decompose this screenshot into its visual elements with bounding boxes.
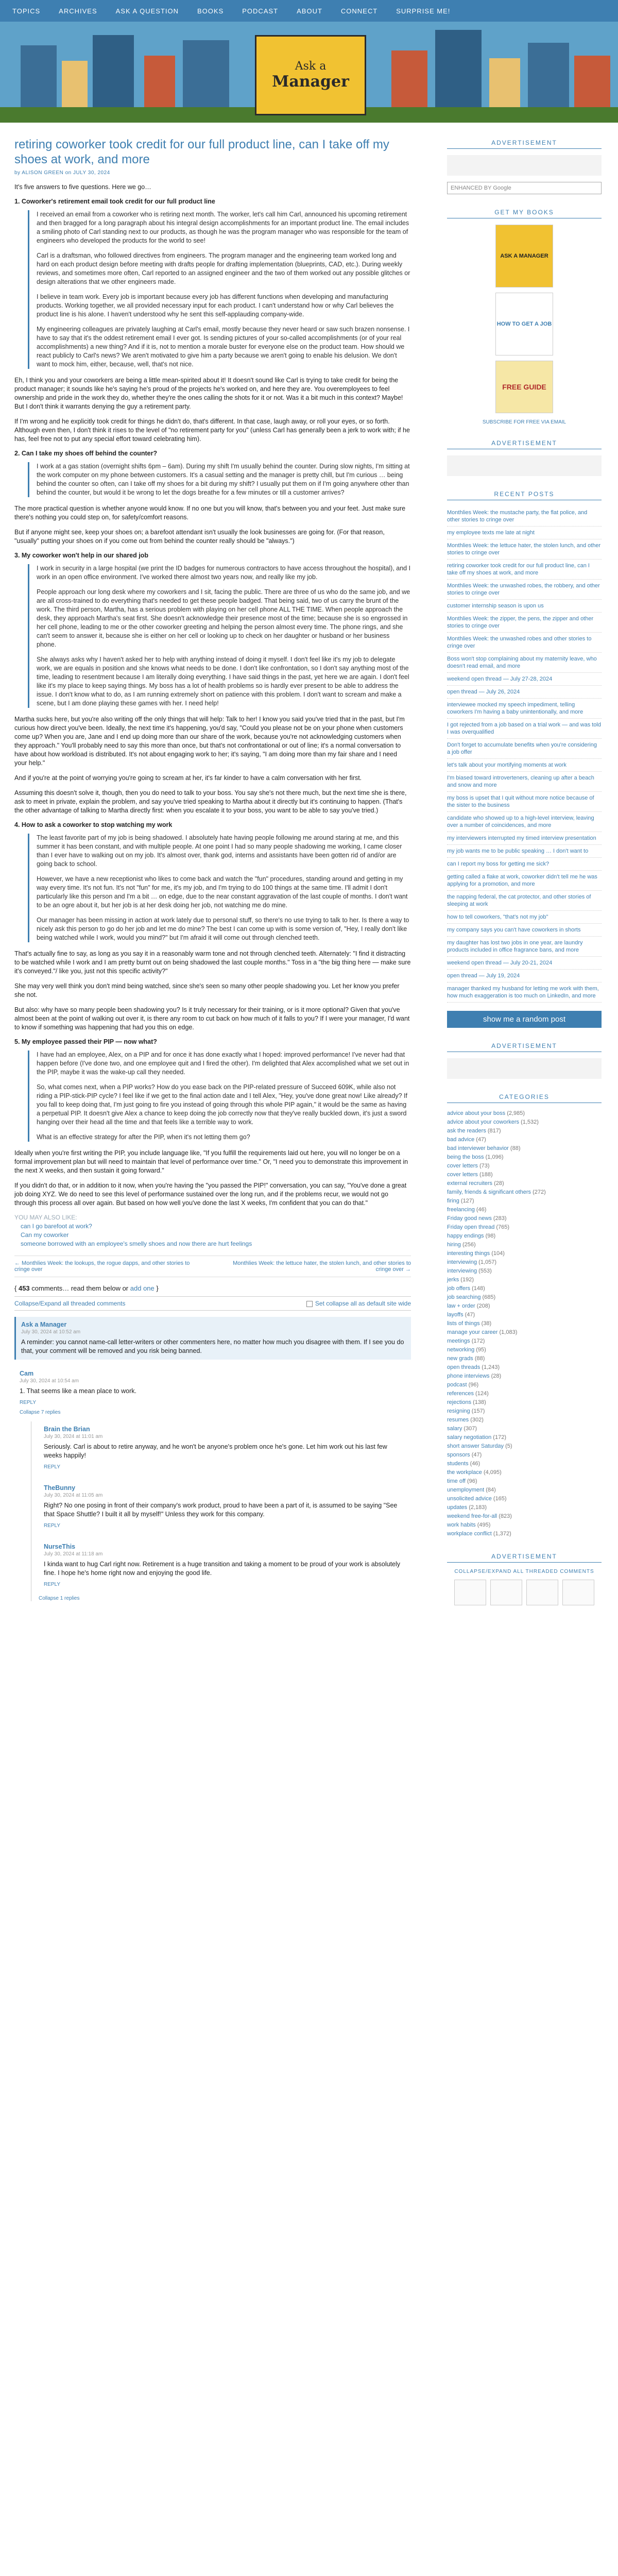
subscribe-link[interactable]: SUBSCRIBE FOR FREE VIA EMAIL bbox=[482, 419, 566, 425]
category-link[interactable]: weekend free-for-all (823) bbox=[447, 1513, 512, 1519]
category-link[interactable]: cover letters (73) bbox=[447, 1163, 490, 1169]
recent-post-link[interactable]: my boss is upset that I quit without more notice because of the sister to the business bbox=[447, 792, 602, 812]
categories-list bbox=[447, 1109, 602, 1538]
nav-about[interactable]: ABOUT bbox=[297, 7, 322, 15]
question-heading: 3. My coworker won't help in our shared job bbox=[14, 552, 148, 559]
reply-link[interactable]: REPLY bbox=[44, 1464, 61, 1470]
site-banner[interactable] bbox=[0, 22, 618, 123]
comment-count-bar: { 453 comments… read them below or add one } bbox=[14, 1284, 159, 1292]
category-link[interactable]: advice about your coworkers (1,532) bbox=[447, 1119, 539, 1125]
category-link[interactable]: layoffs (47) bbox=[447, 1312, 475, 1318]
collapse-all-link[interactable]: Collapse/Expand all threaded comments bbox=[14, 1300, 126, 1307]
recent-post-link[interactable]: my job wants me to be public speaking … I don't want to bbox=[447, 845, 602, 858]
comment-date: July 30, 2024 at 11:18 am bbox=[44, 1551, 103, 1557]
recent-post-link[interactable]: the napping federal, the cat protector, and other stories of sleeping at work bbox=[447, 891, 602, 911]
recent-post-link[interactable]: weekend open thread — July 20-21, 2024 bbox=[447, 957, 602, 970]
answer-paragraph: But if anyone might see, keep your shoes on; a barefoot attendant isn't usually the look businesses are going for. (For that reason, "usually" putting your shoes on if you come out from behind the counter really should be "always.") bbox=[14, 529, 385, 545]
checkbox-icon[interactable] bbox=[306, 1301, 313, 1307]
comment-text: 1. That seems like a mean place to work. bbox=[20, 1387, 136, 1395]
recent-post-link[interactable]: how to tell coworkers, "that's not my job" bbox=[447, 911, 602, 924]
comment-text: I kinda want to hug Carl right now. Retirement is a huge transition and taking a moment to be proud of your work is absolutely fine. I hope he's home right now and enjoying the good life. bbox=[44, 1561, 401, 1577]
post-navigation bbox=[14, 1256, 411, 1277]
question-heading: 4. How to ask a coworker to stop watching my work bbox=[14, 821, 173, 828]
comment-author: Cam bbox=[20, 1370, 34, 1377]
category-link[interactable]: freelancing (46) bbox=[447, 1207, 487, 1213]
add-comment-link[interactable]: add one bbox=[130, 1284, 154, 1292]
comment bbox=[14, 1366, 411, 1605]
category-link[interactable]: resigning (157) bbox=[447, 1408, 485, 1414]
category-link[interactable]: Friday good news (283) bbox=[447, 1215, 507, 1222]
sidebar bbox=[447, 133, 602, 1605]
category-link[interactable]: advice about your boss (2,985) bbox=[447, 1110, 525, 1116]
category-link[interactable]: job offers (148) bbox=[447, 1285, 485, 1292]
category-link[interactable]: interesting things (104) bbox=[447, 1250, 505, 1257]
category-link[interactable]: manage your career (1,083) bbox=[447, 1329, 518, 1335]
answer-paragraph: If you didn't do that, or in addition to it now, when you're having the "you passed the PIP!" conversation, you can say, "You've done a great job doing XYZ. We do need to see this level of performance sustained over the long run, and if the problems recur, we would not go through this process all over again. But based on how well you've done the last X weeks, I'm confident that you can do that." bbox=[14, 1182, 407, 1207]
books-heading: GET MY BOOKS bbox=[447, 209, 602, 218]
site-logo[interactable]: Ask a Manager bbox=[255, 35, 366, 115]
comment-text: A reminder: you cannot name-call letter-writers or other commenters here, no matter how much you disagree with them. If I see you do that, your comment will be removed and you risk being banned. bbox=[21, 1338, 404, 1354]
answer-paragraph: If I'm wrong and he explicitly took credit for things he didn't do, that's different. In that case, laugh away, or roll your eyes, or so forth. Although even then, I don't think it rises to the level of "no retirement party for you" (unless Carl has generally been a jerk to work with; if he has, feel free not to put any special effort toward celebrating him). bbox=[14, 418, 410, 443]
category-link[interactable]: interviewing (1,057) bbox=[447, 1259, 497, 1265]
you-may-also-like: YOU MAY ALSO LIKE: can I go barefoot at work? Can my coworker someone borrowed with an employee's smelly shoes and now there are hurt feelings bbox=[14, 1214, 411, 1247]
category-link[interactable]: sponsors (47) bbox=[447, 1452, 482, 1458]
comment-date: July 30, 2024 at 11:01 am bbox=[44, 1434, 103, 1439]
comment bbox=[39, 1480, 406, 1533]
ad-heading: ADVERTISEMENT bbox=[447, 1553, 602, 1563]
category-link[interactable]: ask the readers (817) bbox=[447, 1128, 501, 1134]
recent-post-link[interactable]: I got rejected from a job based on a trial work — and was told I was overqualified bbox=[447, 719, 602, 739]
category-link[interactable]: law + order (208) bbox=[447, 1303, 490, 1309]
category-link[interactable]: networking (95) bbox=[447, 1347, 486, 1353]
category-link[interactable]: students (46) bbox=[447, 1461, 480, 1467]
category-link[interactable]: being the boss (1,096) bbox=[447, 1154, 504, 1160]
category-link[interactable]: external recruiters (28) bbox=[447, 1180, 504, 1187]
recent-post-link[interactable]: my daughter has lost two jobs in one year, are laundry products included in office fragrance bans, and more bbox=[447, 937, 602, 957]
comment-author: Ask a Manager bbox=[21, 1321, 67, 1328]
nav-ask-question[interactable]: ASK A QUESTION bbox=[115, 7, 179, 15]
answer-paragraph: That's actually fine to say, as long as you say it in a reasonably warm tone and not through clenched teeth. Alternately: "I find it distracting to be watched while I work and I am pretty burnt out on being shadowed the last couple months." Toss in a "the big thing here — make sure it's conveyed."/ like you, just not this specific activity?" bbox=[14, 950, 411, 975]
reply-link[interactable]: REPLY bbox=[44, 1582, 61, 1587]
category-link[interactable]: hiring (256) bbox=[447, 1242, 476, 1248]
question-heading: 1. Coworker's retirement email took credit for our full product line bbox=[14, 198, 215, 205]
comment-date: July 30, 2024 at 11:05 am bbox=[44, 1493, 103, 1498]
intro: It's five answers to five questions. Here we go… bbox=[14, 183, 151, 191]
related-link[interactable]: Can my coworker bbox=[21, 1231, 69, 1239]
recent-post-link[interactable]: retiring coworker took credit for our full product line, can I take off my shoes at work, and more bbox=[447, 560, 602, 580]
category-link[interactable]: podcast (96) bbox=[447, 1382, 479, 1388]
book-ask-a-manager[interactable]: ASK A MANAGER bbox=[495, 225, 553, 287]
category-link[interactable]: phone interviews (28) bbox=[447, 1373, 502, 1379]
comment bbox=[39, 1421, 406, 1474]
category-link[interactable]: bad interviewer behavior (88) bbox=[447, 1145, 521, 1151]
recent-post-link[interactable]: customer internship season is upon us bbox=[447, 600, 602, 613]
category-link[interactable]: workplace conflict (1,372) bbox=[447, 1531, 511, 1537]
recent-post-link[interactable]: my interviewers interrupted my timed interview presentation bbox=[447, 832, 602, 845]
category-link[interactable]: firing (127) bbox=[447, 1198, 474, 1204]
comment-author: Brain the Brian bbox=[44, 1426, 90, 1433]
category-link[interactable]: open threads (1,243) bbox=[447, 1364, 500, 1370]
nav-topics[interactable]: TOPICS bbox=[12, 7, 41, 15]
category-link[interactable]: time off (96) bbox=[447, 1478, 477, 1484]
question-heading: 2. Can I take my shoes off behind the counter? bbox=[14, 450, 158, 457]
comment-author: TheBunny bbox=[44, 1484, 76, 1492]
ad-placeholder bbox=[447, 455, 602, 476]
nav-archives[interactable]: ARCHIVES bbox=[59, 7, 97, 15]
recent-post-link[interactable]: Monthlies Week: the unwashed robes, the robbery, and other stories to cringe over bbox=[447, 580, 602, 600]
reply-link[interactable]: REPLY bbox=[20, 1400, 37, 1405]
comment bbox=[14, 1317, 411, 1360]
book-how-to-get-a-job[interactable]: HOW TO GET A JOB bbox=[495, 293, 553, 355]
letter-quote: I work in security in a large hospital (we print the ID badges for numerous contractors to have access throughout the hospital), and I work in an open office environment. I've worked there almost two years now, and really like my job. People approach our long desk where my coworkers and I sit, facing the public. There are three of us who do the same job, and we are all cross-trained to do everything that's needed to get these people badged. That being said, two of us carry the brunt of the work. The third person, Martha, has a serious problem with playing on her cell phone ALL THE TIME. When people approach the desk, they approach Martha's seat first. She doesn't acknowledge their presence most of the time; because she is so engrossed in her cell phone, leading to me or the other coworker greeting and helping the person almost every time. The phone rings, and she can't seem to answer it, because she is either on her cell or looking up to check on her daughter or husband or her business phone. She always asks why I haven't asked her to help with anything instead of doing it myself. I don't feel like it's my job to delegate work, we are equals in position and she knows what needs to be done. I don't like confrontation, so I don't say anything most of the time, leading to resentment because I am literally doing everything. I have said things in the past, yet here we are again. I don't feel like it's my place to keep saying things. My boss has a lot of health problems so is hardly ever present to be able to address the issue. I don't know what to do, as I am running extremely short on patience with this problem. I don't want to scream and make a scene, but I am done playing these games with her. I need help! bbox=[28, 564, 411, 708]
recent-post-link[interactable]: candidate who showed up to a high-level interview, leaving over a number of coincidences, and more bbox=[447, 812, 602, 832]
comment-text: Right? No one posing in front of their company's work product, proud to have been a part of it, is assumed to be saying "See that Space Shuttle? I built it all by myself!" Unless they work for this company. bbox=[44, 1502, 398, 1518]
nav-surprise[interactable]: SURPRISE ME! bbox=[396, 7, 451, 15]
category-link[interactable]: references (124) bbox=[447, 1391, 489, 1397]
recent-post-link[interactable]: Monthlies Week: the mustache party, the flat police, and other stories to cringe over bbox=[447, 506, 602, 527]
related-link[interactable]: someone borrowed with an employee's smelly shoes and now there are hurt feelings bbox=[21, 1240, 252, 1247]
category-link[interactable]: meetings (172) bbox=[447, 1338, 485, 1344]
recent-post-link[interactable]: Monthlies Week: the lettuce hater, the stolen lunch, and other stories to cringe over bbox=[447, 539, 602, 560]
article bbox=[14, 133, 411, 1605]
ad-heading: ADVERTISEMENT bbox=[447, 1042, 602, 1052]
category-link[interactable]: short answer Saturday (5) bbox=[447, 1443, 512, 1449]
answer-paragraph: Ideally when you're first writing the PIP, you include language like, "If you fulfill the requirements laid out here, you will no longer be on a formal improvement plan but will need to maintain that level of performance over time." Or, "I need you to demonstrate this improvement in the next X weeks, and then sustain it going forward." bbox=[14, 1149, 408, 1174]
prev-post-link[interactable]: ← Monthlies Week: the lookups, the rogue dapps, and other stories to cringe over bbox=[14, 1260, 190, 1273]
recent-post-link[interactable]: open thread — July 26, 2024 bbox=[447, 686, 602, 699]
answer-paragraph: Martha sucks here, but you're also writing off the only things that will help: Talk to her! I know you said you've tried that in the past, but I'm curious how direct you've been. Ideally, the next time it's happening, you'd say, "Could you please not be on your phone when customers come up? When you are, Jane and I end up doing more than our share of the work, because you're not acknowledging customers when they approach." You'll probably need to say this more than once, but that's not confrontational or out of line; it's a normal conversation to have about how workload is distributed. It's not about engaging work to her; it's saying, "I am doing more than my fair share and I need your help." bbox=[14, 716, 405, 767]
nav-connect[interactable]: CONNECT bbox=[340, 7, 378, 15]
ad-placeholder bbox=[447, 155, 602, 176]
comment-text: Seriously. Carl is about to retire anyway, and he won't be anyone's problem once he's gone. Let him work out his last few weeks happily! bbox=[44, 1443, 387, 1459]
recent-post-link[interactable]: Boss won't stop complaining about my maternity leave, who doesn't read email, and more bbox=[447, 653, 602, 673]
letter-quote: I received an email from a coworker who is retiring next month. The worker, let's call him Carl, announced his upcoming retirement and then bragged for a long paragraph about his integral design accomplishments for an important product line. The email includes a smiling photo of Carl standing next to our products, as though he was the program manager who was responsible for the team of engineers who developed the products for the world to see! Carl is a draftsman, who followed directives from engineers. The program manager and the engineering team worked long and hard on each product design before meeting with drafts people for drafting implementation (blueprints, CAD, etc.). During weekly reviews, and sometimes more often, Carl reported to an assigned engineer and the two of them worked out any possible glitches or design alterations that we other engineers made. I believe in team work. Every job is important because every job has different functions when developing and manufacturing products. Working together, we all provided necessary input for each product. I can't understand how or why Carl believes the product line is his alone. I haven't understood why he sent this self-applauding company-wide. My engineering colleagues are privately laughing at Carl's email, mostly because they never heard or saw such brazen nonsense. I have to say that it's the oddest retirement email I ever got. Is sending pictures of your so-called accomplishments (or of your real accomplishments) a new thing? And if it is, not to mention a morale buster for everyone else on the product team. How should we react publicly to Carl's news? We aren't motivated to give him a party because we aren't going to enable his delusion. We don't want to mock him, either, because, well, that's not nice. bbox=[28, 210, 411, 369]
recent-post-link[interactable]: my employee texts me late at night bbox=[447, 527, 602, 539]
comment-date: July 30, 2024 at 10:54 am bbox=[20, 1378, 79, 1384]
categories-heading: CATEGORIES bbox=[447, 1093, 602, 1103]
category-link[interactable]: updates (2,183) bbox=[447, 1504, 487, 1511]
comment-date: July 30, 2024 at 10:52 am bbox=[21, 1329, 81, 1335]
free-guide[interactable]: FREE GUIDE bbox=[495, 361, 553, 413]
recent-post-link[interactable]: weekend open thread — July 27-28, 2024 bbox=[447, 673, 602, 686]
answer-paragraph: And if you're at the point of worrying you're going to scream at her, it's far kinder to have a calm conversation with her first. bbox=[14, 774, 362, 782]
category-link[interactable]: interviewing (553) bbox=[447, 1268, 492, 1274]
answer-paragraph: The more practical question is whether anyone would know. If no one but you will know, that's between you and your feet. Just make sure there's nothing you could step on, for safety/comfort reasons. bbox=[14, 505, 406, 521]
category-link[interactable]: the workplace (4,095) bbox=[447, 1469, 502, 1476]
collapse-bar bbox=[14, 1296, 411, 1311]
search-input[interactable]: ENHANCED BY Google bbox=[447, 182, 602, 194]
comment bbox=[39, 1539, 406, 1591]
category-link[interactable]: salary negotiation (172) bbox=[447, 1434, 506, 1440]
question-heading: 5. My employee passed their PIP — now what? bbox=[14, 1038, 157, 1045]
recent-post-link[interactable]: my company says you can't have coworkers in shorts bbox=[447, 924, 602, 937]
recent-post-link[interactable]: manager thanked my husband for letting me work with them, how much exaggeration is too much on LinkedIn, and more bbox=[447, 982, 602, 1003]
category-link[interactable]: lists of things (38) bbox=[447, 1320, 492, 1327]
category-link[interactable]: job searching (685) bbox=[447, 1294, 496, 1300]
ad-placeholder bbox=[447, 1058, 602, 1079]
nav-podcast[interactable]: PODCAST bbox=[242, 7, 279, 15]
recent-post-link[interactable]: open thread — July 19, 2024 bbox=[447, 970, 602, 982]
answer-paragraph: Assuming this doesn't solve it, though, then you do need to talk to your boss. You say she's not there much, but the next time she is there, ask to meet in private, explain the problem, and say you've tried speaking to Martha about it directly but it's continuing to happen. (That's the other advantage of talking to Martha directly first: when you escalate it to your boss, you want to be able to say you've tried.) bbox=[14, 789, 407, 814]
nav-books[interactable]: BOOKS bbox=[197, 7, 224, 15]
byline: by ALISON GREEN on JULY 30, 2024 bbox=[14, 170, 110, 176]
category-link[interactable]: happy endings (98) bbox=[447, 1233, 496, 1239]
recent-post-link[interactable]: let's talk about your mortifying moments at work bbox=[447, 759, 602, 772]
ad-heading: ADVERTISEMENT bbox=[447, 439, 602, 449]
collapse-comments-heading: COLLAPSE/EXPAND ALL THREADED COMMENTS bbox=[454, 1569, 594, 1574]
ad-heading: ADVERTISEMENT bbox=[447, 139, 602, 149]
recent-posts-list bbox=[447, 506, 602, 1003]
answer-paragraph: But also: why have so many people been shadowing you? Is it truly necessary for their training, or is it more optional? Given that you've almost been at the point of walking out over it, is there any room to cut back on how much of it falls to you? If I were your manager, I'd want to know if something was happening that had you this on edge. bbox=[14, 1006, 410, 1031]
recent-post-link[interactable]: Monthlies Week: the zipper, the pens, the zipper and other stories to cringe over bbox=[447, 613, 602, 633]
letter-quote: The least favorite part of my job is being shadowed. I absolutely hate having people following me around staring at me, and this summer it has been constant, and with multiple people. At one point I had so many people shadowing me working, I came closer than I ever have to walking out on my job. It's almost over, thank god, interns and assistants have been gotten rid of and/or are going back to school. However, we have a new receptionist who likes to come back and watch the "fun" procedures, standing around and getting in my way every time. It's not fun. It's not "fun" for me, it's my job, and I'm trying to do 100 things at the same time. I'll admit I don't particularly like this person and I'm a bit … on edge, due to the near constant aggravation of the last couple of months. I don't want to be an ogre about it, but her job is at her desk doing her job, not watching me do mine. Our manager has been missing in action at work lately due to personal stuff, so there's no use trying to talk to her. Is there a way to nicely ask this person to go do her job and let me do mine? The best I can come up with is some version of, "Hey, I really don't like being watched while I work, would you mind?" but I'm afraid it will come out through clenched teeth. bbox=[28, 834, 411, 942]
recent-post-link[interactable]: Don't forget to accumulate benefits when you're considering a job offer bbox=[447, 739, 602, 759]
category-link[interactable]: unsolicited advice (165) bbox=[447, 1496, 507, 1502]
answer-paragraph: Eh, I think you and your coworkers are being a little mean-spirited about it! It doesn't sound like Carl is trying to take credit for being the product manager; it sounds like he's saying he's proud of the projects he's worked on, and here they are. You overemployees to feel ownership and pride in the work they do, whether they're the ones calling the shots for it or not. Was it a bit much in this context? Maybe! But I don't think it warrants denying the guy a retirement party. bbox=[14, 377, 403, 410]
random-post-button[interactable]: show me a random post bbox=[447, 1011, 602, 1028]
category-link[interactable]: bad advice (47) bbox=[447, 1137, 486, 1143]
ad-image[interactable] bbox=[526, 1580, 558, 1605]
category-link[interactable]: resumes (302) bbox=[447, 1417, 484, 1423]
ad-image[interactable] bbox=[562, 1580, 594, 1605]
category-link[interactable]: work habits (495) bbox=[447, 1522, 491, 1528]
recent-posts-heading: RECENT POSTS bbox=[447, 490, 602, 500]
category-link[interactable]: salary (307) bbox=[447, 1426, 477, 1432]
recent-post-link[interactable]: I'm biased toward introverteners, cleaning up after a beach and snow and more bbox=[447, 772, 602, 792]
letter-quote: I have had an employee, Alex, on a PIP and for once it has done exactly what I hoped: improved performance! I've never had that happen before (I've done two, and one employee quit and I fired the other). I'm delighted that Alex accomplished what we set out in the PIP, maybe it was the wake-up call they needed. So, what comes next, when a PIP works? How do you ease back on the PIP-related pressure of Succeed 609K, while also not riding a PIP-stick-PIP cycle? I feel like if we get to the final action date and I tell Alex, "Hey, you've done great now! Like already? If you fall to keep doing that, I'm just going to fire you instead of going through this whole PIP again," it would be the same as having a perpetual PIP. It doesn't give Alex a chance to keep doing the job correctly now that they've really buckled down, it's just a sword hanging over their head all the time and that feels like a terrible way to work. What is an effective strategy for after the PIP, when it's not letting them go? bbox=[28, 1050, 411, 1142]
category-link[interactable]: family, friends & significant others (272) bbox=[447, 1189, 546, 1195]
collapse-default-toggle[interactable]: Set collapse all as default site wide bbox=[306, 1300, 411, 1307]
collapse-replies-link[interactable]: Collapse 7 replies bbox=[20, 1410, 61, 1415]
category-link[interactable]: new grads (88) bbox=[447, 1355, 485, 1362]
post-title: retiring coworker took credit for our full product line, can I take off my shoes at work, and more bbox=[14, 138, 389, 166]
recent-post-link[interactable]: Monthlies Week: the unwashed robes and other stories to cringe over bbox=[447, 633, 602, 653]
reply-link[interactable]: REPLY bbox=[44, 1523, 61, 1529]
category-link[interactable]: Friday open thread (765) bbox=[447, 1224, 510, 1230]
category-link[interactable]: cover letters (188) bbox=[447, 1172, 493, 1178]
recent-post-link[interactable]: interviewee mocked my speech impediment, telling coworkers I'm having a baby unintentionally, and more bbox=[447, 699, 602, 719]
related-link[interactable]: can I go barefoot at work? bbox=[21, 1223, 92, 1230]
recent-post-link[interactable]: getting called a flake at work, coworker didn't tell me he was applying for a promotion, and more bbox=[447, 871, 602, 891]
category-link[interactable]: rejections (138) bbox=[447, 1399, 486, 1405]
comment-author: NurseThis bbox=[44, 1543, 76, 1550]
answer-paragraph: She may very well think you don't mind being watched, since she's seen so many other people shadowing you. Let her know you prefer she not. bbox=[14, 982, 400, 998]
next-post-link[interactable]: Monthlies Week: the lettuce hater, the stolen lunch, and other stories to cringe over → bbox=[233, 1260, 411, 1273]
collapse-ad-images bbox=[447, 1580, 602, 1605]
top-nav bbox=[0, 0, 618, 22]
category-link[interactable]: jerks (192) bbox=[447, 1277, 474, 1283]
collapse-replies-link[interactable]: Collapse 1 replies bbox=[39, 1596, 80, 1601]
recent-post-link[interactable]: can I report my boss for getting me sick? bbox=[447, 858, 602, 871]
ad-image[interactable] bbox=[454, 1580, 486, 1605]
category-link[interactable]: unemployment (84) bbox=[447, 1487, 496, 1493]
ad-image[interactable] bbox=[490, 1580, 522, 1605]
letter-quote: I work at a gas station (overnight shifts 6pm – 6am). During my shift I'm usually behind the counter. During slow nights, I'm sitting at the work computer on my phone between customers. It's a casual setting and the manager is pretty chill, but I'm curious … being behind the counter so often, can I take off my shoes for a bit during my shift? I usually put them on if I'm going anywhere other than behind the counter, but would it be wrong to let the dogs breathe for a few minutes or till a customer arrives? bbox=[28, 462, 411, 497]
